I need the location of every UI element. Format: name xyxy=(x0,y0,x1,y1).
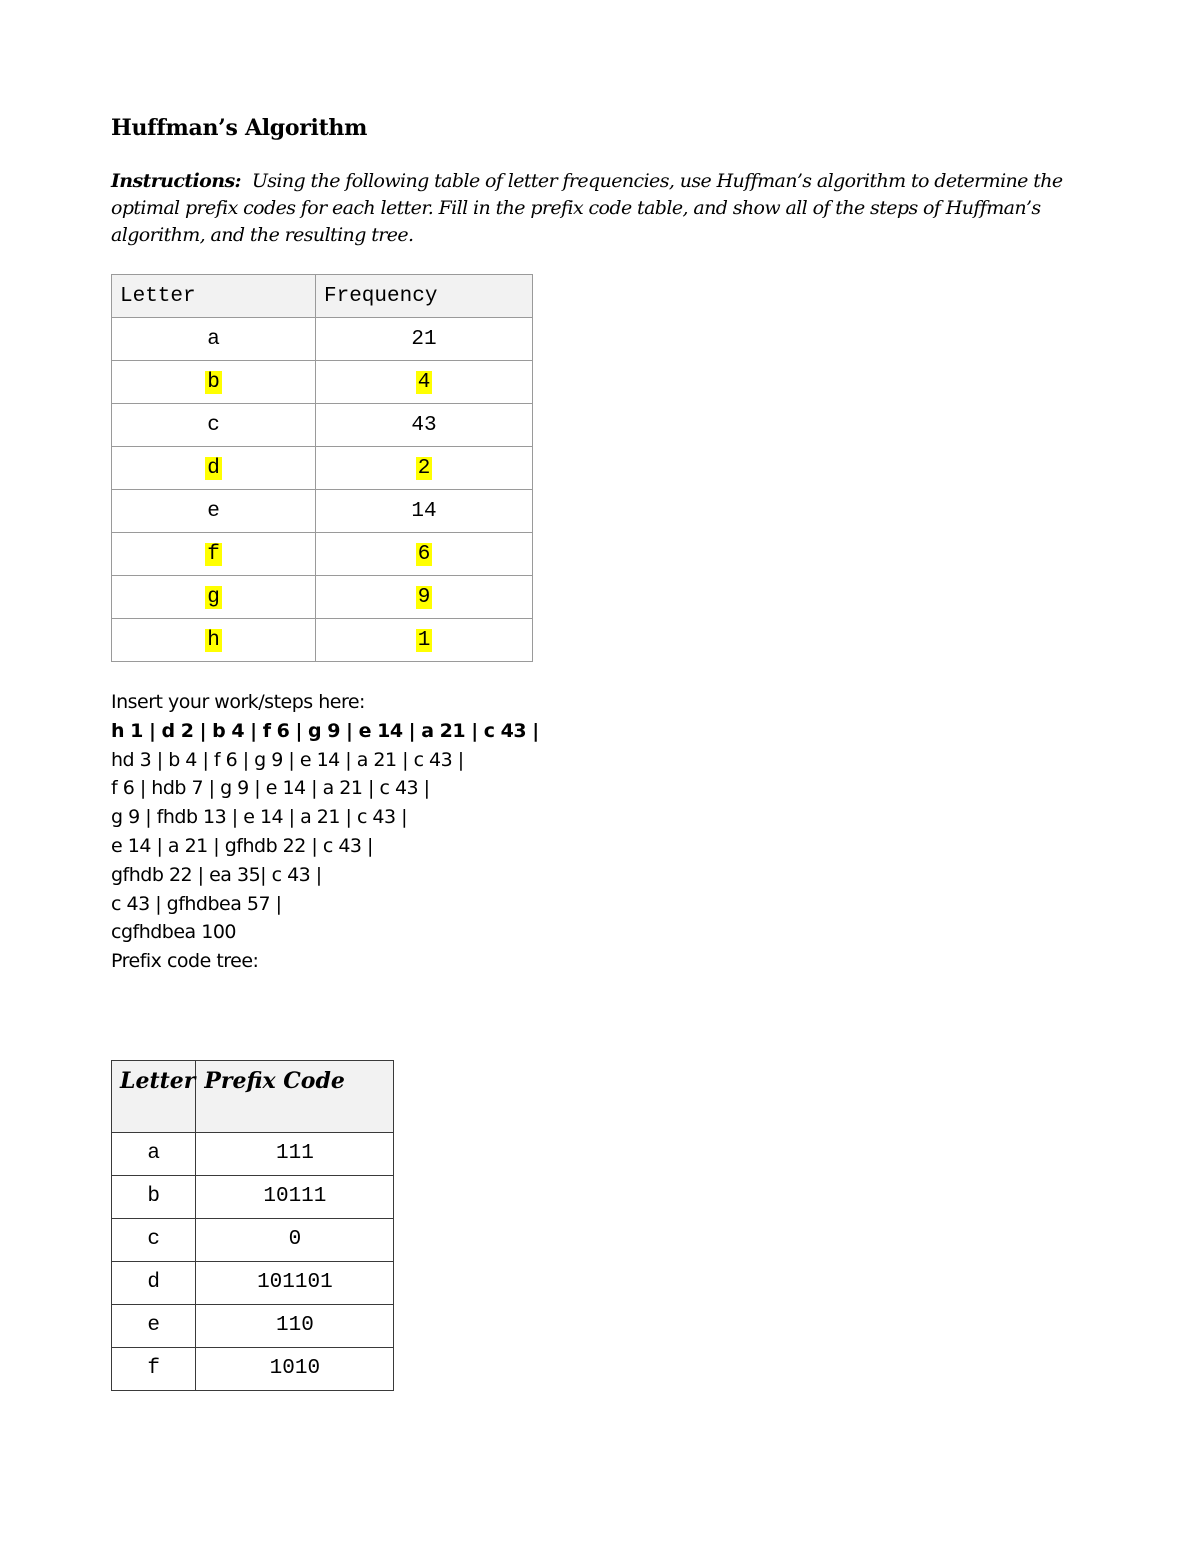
letter-cell xyxy=(112,490,316,533)
letter-value: h xyxy=(207,628,220,652)
letter-cell xyxy=(112,576,316,619)
letter-value: e xyxy=(207,499,220,523)
prefix-table-header-row xyxy=(112,1060,394,1132)
prefix-letter-cell: c xyxy=(112,1218,196,1261)
prefix-letter-cell: a xyxy=(112,1132,196,1175)
table-row xyxy=(112,619,533,662)
frequency-value: 4 xyxy=(417,370,431,394)
instructions-paragraph xyxy=(111,168,1101,249)
table-row xyxy=(112,318,533,361)
prefix-header-code: Prefix Code xyxy=(196,1060,394,1132)
letter-cell xyxy=(112,619,316,662)
document-page xyxy=(111,112,1111,1391)
letter-value: g xyxy=(207,585,220,609)
prefix-letter-cell: d xyxy=(112,1261,196,1304)
prefix-code-cell: 111 xyxy=(196,1132,394,1175)
frequency-header-letter: Letter xyxy=(112,275,316,318)
prefix-tree-label: Prefix code tree: xyxy=(111,950,259,973)
frequency-value: 9 xyxy=(417,585,431,609)
table-row xyxy=(112,1175,394,1218)
work-step: hd 3 | b 4 | f 6 | g 9 | e 14 | a 21 | c 43 | xyxy=(111,748,464,771)
table-row xyxy=(112,1261,394,1304)
frequency-value: 21 xyxy=(411,327,437,351)
prefix-header-letter: Letter xyxy=(112,1060,196,1132)
table-row xyxy=(112,1304,394,1347)
instructions-lead: Instructions: xyxy=(111,170,241,192)
letter-value: d xyxy=(207,456,220,480)
work-heading: Insert your work/steps here: xyxy=(111,691,365,713)
work-section xyxy=(111,688,1111,976)
prefix-code-cell: 10111 xyxy=(196,1175,394,1218)
frequency-header-frequency: Frequency xyxy=(316,275,533,318)
letter-value: f xyxy=(207,542,220,566)
frequency-value: 2 xyxy=(417,456,431,480)
letter-value: a xyxy=(207,327,220,351)
frequency-table xyxy=(111,274,533,662)
frequency-table-header-row xyxy=(112,275,533,318)
frequency-cell xyxy=(316,447,533,490)
work-step: cgfhdbea 100 xyxy=(111,921,236,944)
table-row xyxy=(112,1218,394,1261)
frequency-cell xyxy=(316,576,533,619)
prefix-code-cell: 0 xyxy=(196,1218,394,1261)
work-step: h 1 | d 2 | b 4 | f 6 | g 9 | e 14 | a 21 | c 43 | xyxy=(111,719,539,742)
work-step: f 6 | hdb 7 | g 9 | e 14 | a 21 | c 43 | xyxy=(111,777,430,800)
frequency-value: 14 xyxy=(411,499,437,523)
prefix-letter-cell: e xyxy=(112,1304,196,1347)
prefix-letter-cell: f xyxy=(112,1347,196,1390)
frequency-cell xyxy=(316,318,533,361)
table-row xyxy=(112,447,533,490)
prefix-code-table xyxy=(111,1060,394,1391)
work-step: c 43 | gfhdbea 57 | xyxy=(111,892,282,915)
instructions-text: Using the following table of letter frequencies, use Huffman’s algorithm to determine the optimal prefix codes for each letter. Fill in the prefix code table, and show all of the steps of Huffman’s algorithm, and the resulting tree. xyxy=(111,170,1063,246)
prefix-code-cell: 101101 xyxy=(196,1261,394,1304)
frequency-cell xyxy=(316,404,533,447)
table-row xyxy=(112,1347,394,1390)
work-step: e 14 | a 21 | gfhdb 22 | c 43 | xyxy=(111,834,373,857)
letter-cell xyxy=(112,361,316,404)
frequency-cell xyxy=(316,619,533,662)
table-row xyxy=(112,404,533,447)
letter-value: c xyxy=(207,413,220,437)
letter-cell xyxy=(112,404,316,447)
frequency-cell xyxy=(316,361,533,404)
table-row xyxy=(112,361,533,404)
frequency-cell xyxy=(316,533,533,576)
table-row xyxy=(112,576,533,619)
letter-cell xyxy=(112,318,316,361)
prefix-code-cell: 1010 xyxy=(196,1347,394,1390)
table-row xyxy=(112,1132,394,1175)
frequency-value: 1 xyxy=(417,628,431,652)
table-row xyxy=(112,490,533,533)
frequency-cell xyxy=(316,490,533,533)
letter-cell xyxy=(112,533,316,576)
work-step: g 9 | fhdb 13 | e 14 | a 21 | c 43 | xyxy=(111,806,408,829)
prefix-code-cell: 110 xyxy=(196,1304,394,1347)
letter-cell xyxy=(112,447,316,490)
letter-value: b xyxy=(207,370,220,394)
frequency-value: 43 xyxy=(411,413,437,437)
table-row xyxy=(112,533,533,576)
document-title: Huffman’s Algorithm xyxy=(111,115,368,141)
work-step: gfhdb 22 | ea 35| c 43 | xyxy=(111,863,322,886)
prefix-letter-cell: b xyxy=(112,1175,196,1218)
frequency-value: 6 xyxy=(417,542,431,566)
